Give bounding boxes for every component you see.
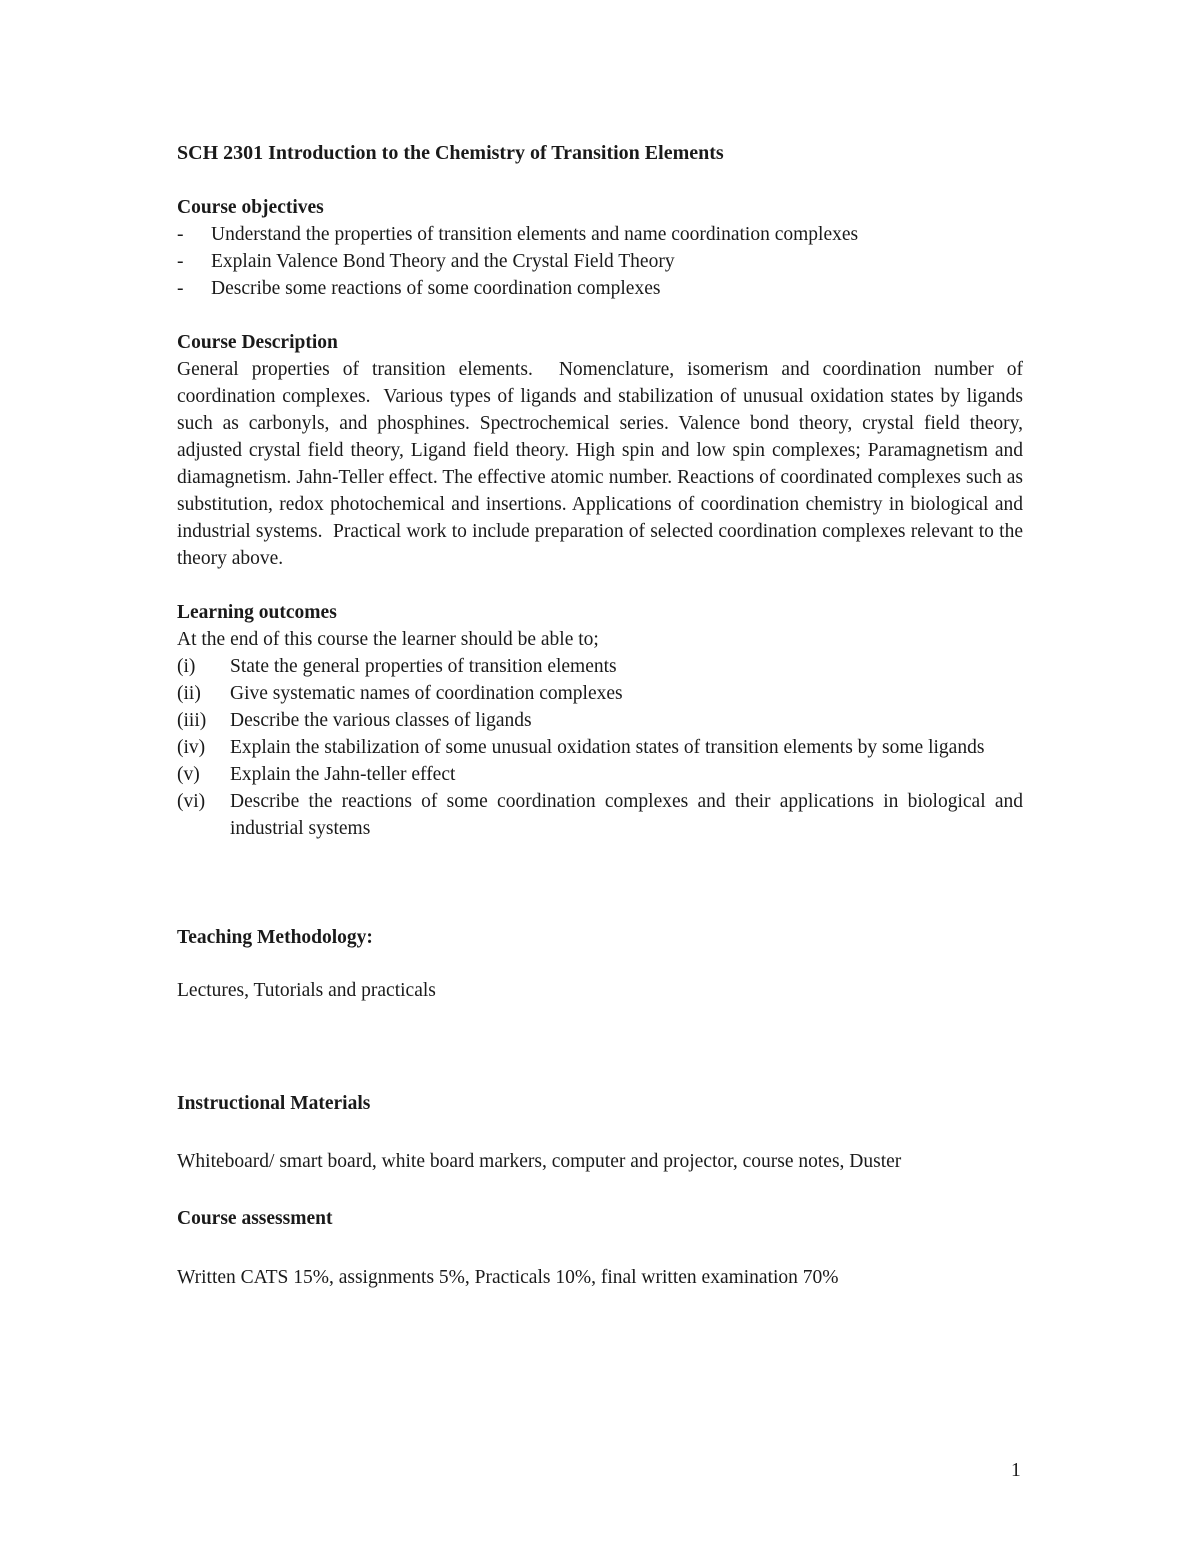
assessment-text: Written CATS 15%, assignments 5%, Practicals 10%, final written examination 70%: [177, 1267, 839, 1288]
list-item: [177, 788, 1023, 842]
bullet-dash: -: [177, 251, 184, 272]
methodology-text: Lectures, Tutorials and practicals: [177, 980, 436, 1001]
objectives-list: [177, 221, 1023, 302]
outcome-text: Give systematic names of coordination complexes: [230, 683, 623, 704]
outcome-text: Describe the various classes of ligands: [230, 710, 532, 731]
list-item: [177, 221, 1023, 248]
outcome-number: (ii): [177, 683, 201, 704]
list-item: [177, 248, 1023, 275]
objective-text: Explain Valence Bond Theory and the Crystal Field Theory: [211, 251, 675, 272]
bullet-dash: -: [177, 278, 184, 299]
document-title: SCH 2301 Introduction to the Chemistry of Transition Elements: [177, 142, 724, 164]
outcomes-heading: Learning outcomes: [177, 602, 337, 623]
outcome-number: (iv): [177, 737, 206, 758]
outcomes-intro: At the end of this course the learner should be able to;: [177, 629, 599, 650]
outcome-number: (vi): [177, 791, 206, 812]
list-item: [177, 653, 1023, 680]
list-item: [177, 680, 1023, 707]
outcome-text: Explain the stabilization of some unusual oxidation states of transition elements by some ligands: [230, 737, 985, 758]
outcome-number: (v): [177, 764, 200, 785]
outcome-number: (i): [177, 656, 196, 677]
outcome-text: Describe the reactions of some coordination complexes and their applications in biological and industrial systems: [230, 791, 1023, 839]
description-text: General properties of transition elements. Nomenclature, isomerism and coordination number of coordination complexes. Various types of ligands and stabilization of unusual oxidation states by ligands such as carbonyls, and phosphines. Spectrochemical series. Valence bond theory, crystal field theory, adjusted crystal field theory, Ligand field theory. High spin and low spin complexes; Paramagnetism and diamagnetism. Jahn-Teller effect. The effective atomic number. Reactions of coordinated complexes such as substitution, redox photochemical and insertions. Applications of coordination chemistry in biological and industrial systems. Practical work to include preparation of selected coordination complexes relevant to the theory above.: [177, 359, 1043, 569]
objective-text: Understand the properties of transition elements and name coordination complexes: [211, 224, 859, 245]
assessment-heading: Course assessment: [177, 1208, 333, 1229]
outcome-number: (iii): [177, 710, 207, 731]
list-item: [177, 707, 1023, 734]
materials-heading: Instructional Materials: [177, 1093, 371, 1114]
page-number: 1: [1011, 1460, 1021, 1481]
description-heading: Course Description: [177, 332, 338, 353]
bullet-dash: -: [177, 224, 184, 245]
outcome-text: State the general properties of transition elements: [230, 656, 617, 677]
methodology-heading: Teaching Methodology:: [177, 927, 373, 948]
list-item: [177, 275, 1023, 302]
outcomes-list: [177, 653, 1023, 842]
objectives-heading: Course objectives: [177, 197, 324, 218]
objective-text: Describe some reactions of some coordination complexes: [211, 278, 661, 299]
document-page: [177, 140, 1043, 1291]
outcome-text: Explain the Jahn-teller effect: [230, 764, 456, 785]
list-item: [177, 734, 1023, 761]
list-item: [177, 761, 1023, 788]
materials-text: Whiteboard/ smart board, white board markers, computer and projector, course notes, Duster: [177, 1151, 902, 1172]
